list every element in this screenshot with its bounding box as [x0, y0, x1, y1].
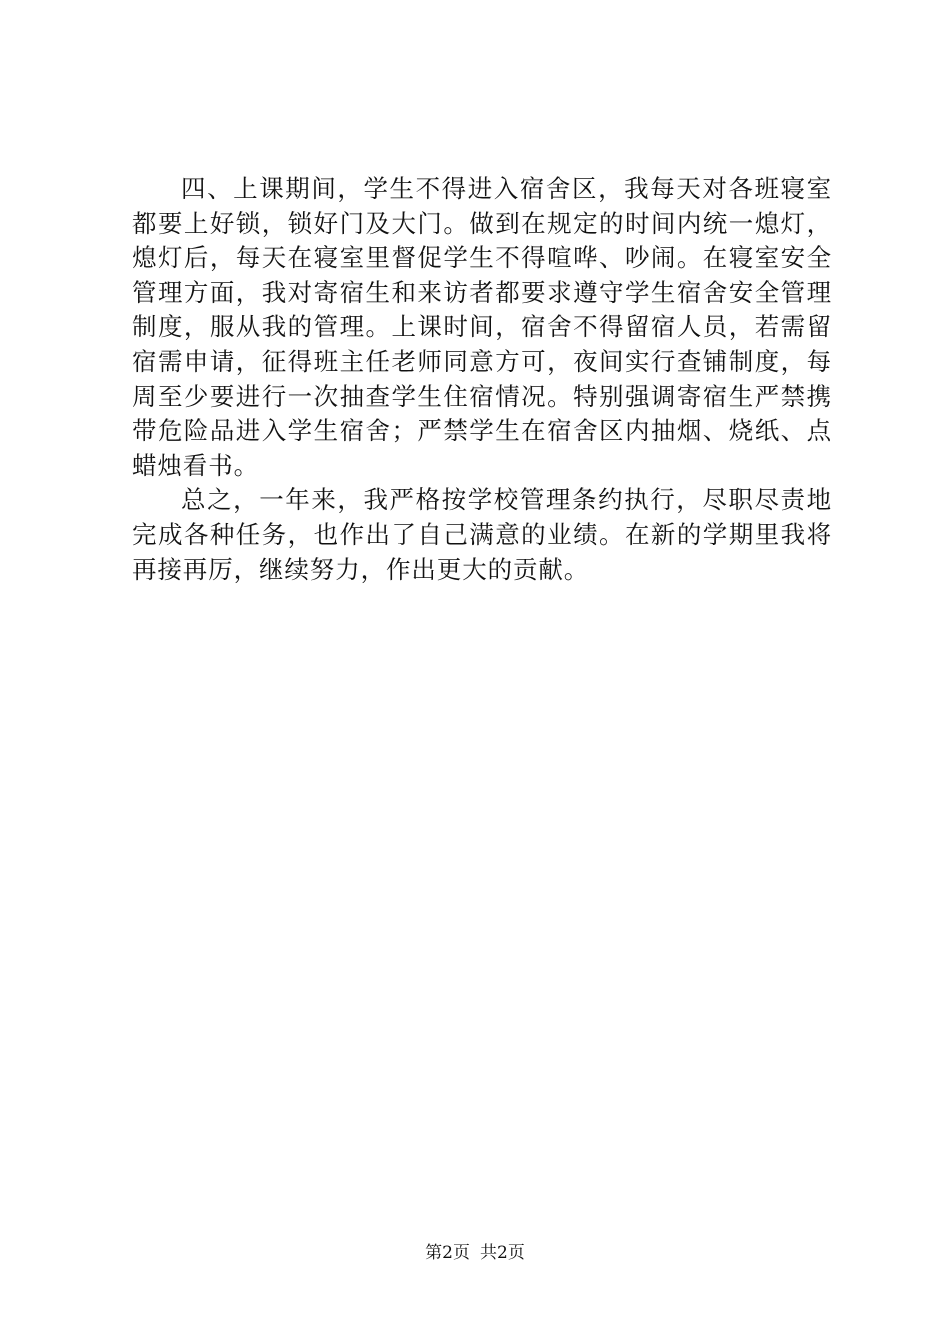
page-number-current: 第2页	[425, 1243, 470, 1263]
paragraph-dormitory-rules: 四、上课期间，学生不得进入宿舍区，我每天对各班寝室都要上好锁，锁好门及大门。做到在规定的时间内统一熄灯，熄灯后，每天在寝室里督促学生不得喧哗、吵闹。在寝室安全管理方面，我对寄宿生和来访者都要求遵守学生宿舍安全管理制度，服从我的管理。上课时间，宿舍不得留宿人员，若需留宿需申请，征得班主任老师同意方可，夜间实行查铺制度，每周至少要进行一次抽查学生住宿情况。特别强调寄宿生严禁携带危险品进入学生宿舍；严禁学生在宿舍区内抽烟、烧纸、点蜡烛看书。	[132, 174, 832, 480]
paragraph-summary: 总之，一年来，我严格按学校管理条约执行，尽职尽责地完成各种任务，也作出了自己满意的业绩。在新的学期里我将再接再厉，继续努力，作出更大的贡献。	[132, 485, 832, 584]
page-footer	[0, 1240, 950, 1266]
page-number-total: 共2页	[480, 1243, 525, 1263]
document-body	[132, 172, 832, 587]
